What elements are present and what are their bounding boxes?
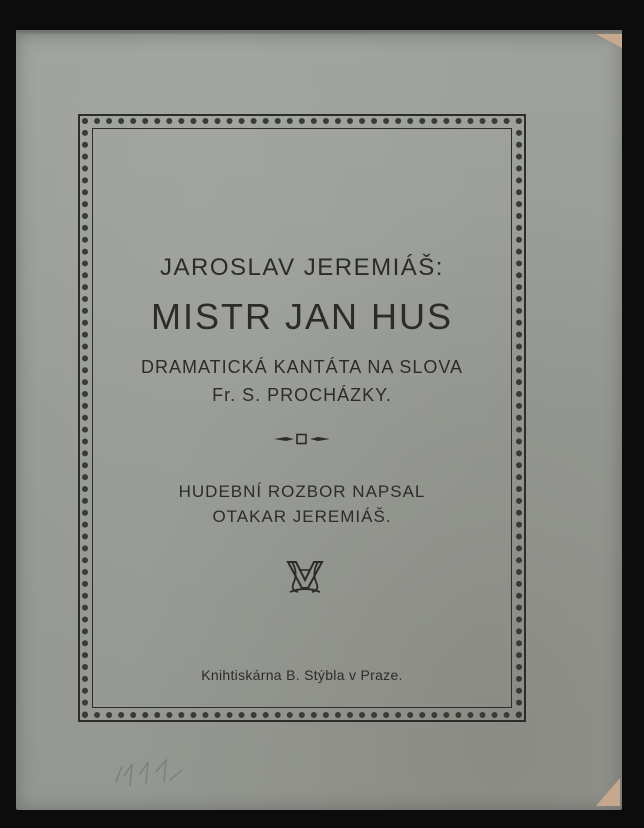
printer-imprint: Knihtiskárna B. Stýbla v Praze. xyxy=(201,667,403,683)
author-name: JAROSLAV JEREMIÁŠ: xyxy=(160,254,444,281)
ornamental-divider-icon xyxy=(272,432,332,446)
torn-corner-top xyxy=(596,34,622,48)
analysis-line-1: HUDEBNÍ ROZBOR NAPSAL xyxy=(178,482,426,501)
work-title: MISTR JAN HUS xyxy=(150,296,453,337)
analysis-line-2: OTAKAR JEREMIÁŠ. xyxy=(212,507,392,526)
subtitle-line-1: DRAMATICKÁ KANTÁTA NA SLOVA xyxy=(140,357,464,377)
publisher-monogram-icon xyxy=(284,558,326,596)
pencil-mark-icon xyxy=(110,752,190,792)
subtitle-line-2: Fr. S. PROCHÁZKY. xyxy=(212,385,392,405)
decorative-frame-inner xyxy=(92,128,512,708)
